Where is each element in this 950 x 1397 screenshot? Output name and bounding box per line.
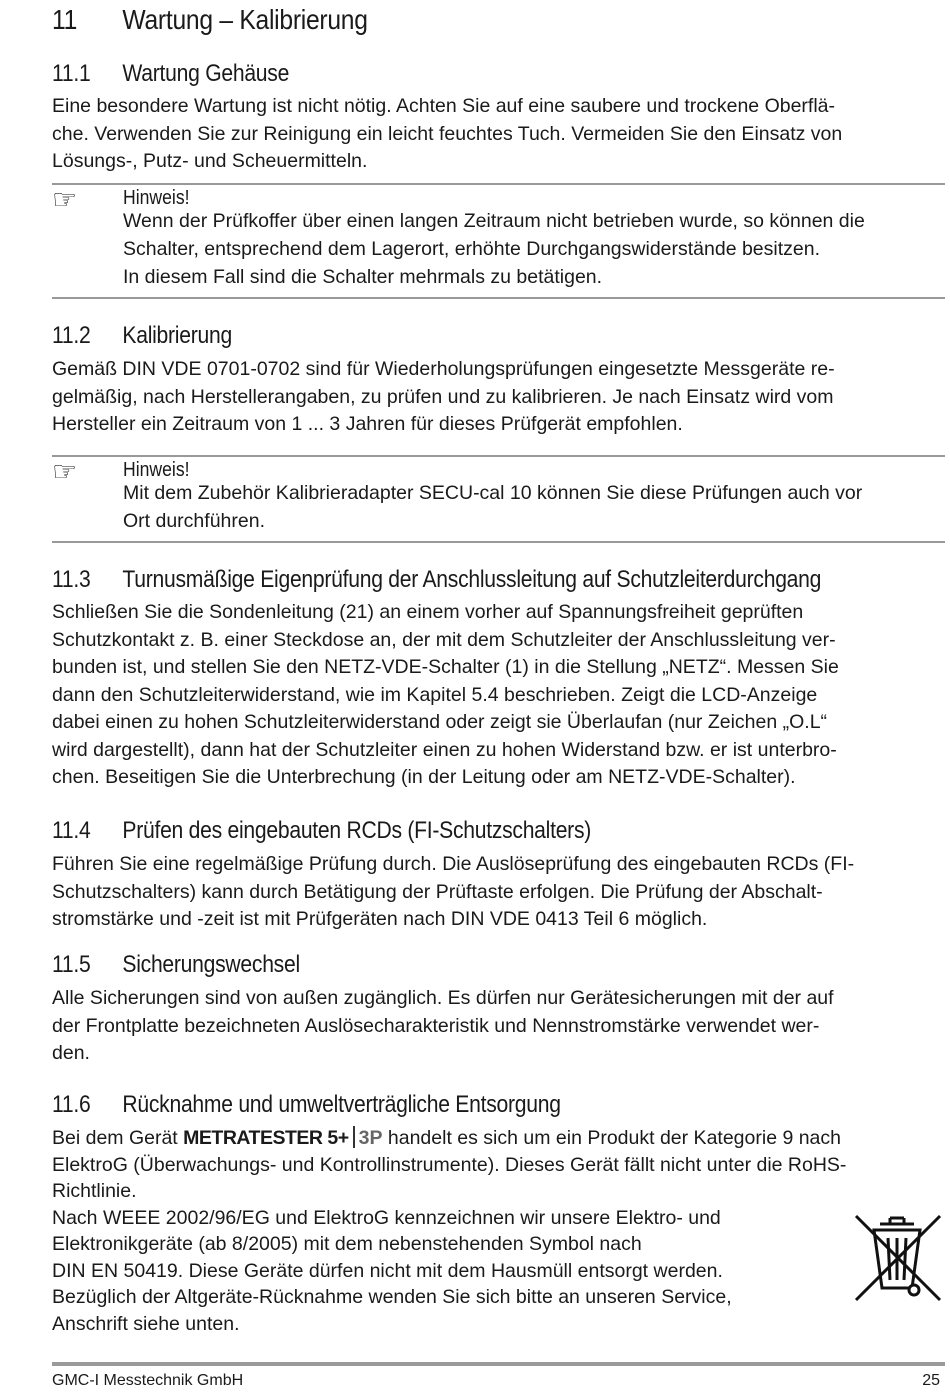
text-line: DIN EN 50419. Diese Geräte dürfen nicht mit dem Hausmüll entsorgt werden.	[52, 1259, 723, 1282]
note-text	[123, 207, 943, 291]
text-line: den.	[52, 1042, 90, 1064]
section-number: 11.2	[52, 322, 91, 349]
text-line: Lösungs-, Putz- und Scheuermitteln.	[52, 150, 368, 172]
section-title: Sicherungswechsel	[122, 951, 300, 978]
text-line: Schutzkontakt z. B. einer Steckdose an, der mit dem Schutzleiter der Anschlussleitung ver-	[52, 628, 836, 651]
text-line: Nach WEEE 2002/96/EG und ElektroG kennzeichnen wir unsere Elektro- und	[52, 1206, 721, 1229]
text-line: dann den Schutzleiterwiderstand, wie im Kapitel 5.4 beschrieben. Zeigt die LCD-Anzeige	[52, 683, 818, 706]
section-number: 11.1	[52, 60, 91, 87]
crossed-out-wheelie-bin-icon	[850, 1210, 946, 1306]
section-heading-11-6	[52, 1091, 561, 1119]
brand-separator	[353, 1126, 355, 1148]
paragraph-11-5	[52, 985, 945, 1068]
section-title: Kalibrierung	[122, 322, 232, 349]
section-title: Rücknahme und umweltverträgliche Entsorgung	[122, 1091, 561, 1118]
text-line: che. Verwenden Sie zur Reinigung ein leicht feuchtes Tuch. Vermeiden Sie den Einsatz von	[52, 122, 843, 145]
section-title: Prüfen des eingebauten RCDs (FI-Schutzschalters)	[122, 817, 592, 844]
section-number: 11.6	[52, 1091, 91, 1118]
intro-suffix: handelt es sich um ein Produkt der Kategorie 9 nach	[387, 1127, 841, 1149]
text-line: der Frontplatte bezeichneten Auslösecharakteristik und Nennstromstärke verwendet wer-	[52, 1014, 820, 1037]
text-line: Schutzschalters) kann durch Betätigung der Prüftaste erfolgen. Die Prüfung der Abschalt-	[52, 880, 823, 903]
pointing-hand-icon: ☞	[52, 456, 78, 487]
section-heading-11-4	[52, 817, 591, 845]
text-line: Hersteller ein Zeitraum von 1 ... 3 Jahren für dieses Prüfgerät empfohlen.	[52, 413, 683, 435]
text-line	[52, 1125, 945, 1152]
chapter-title: Wartung – Kalibrierung	[122, 4, 368, 35]
text-line: Eine besondere Wartung ist nicht nötig. Achten Sie auf eine saubere und trockene Oberflä-	[52, 95, 836, 117]
section-heading-11-3	[52, 566, 821, 594]
section-number: 11.4	[52, 817, 91, 844]
paragraph-11-4	[52, 851, 945, 934]
intro-prefix: Bei dem Gerät	[52, 1127, 178, 1149]
text-line: Gemäß DIN VDE 0701-0702 sind für Wiederholungsprüfungen eingesetzte Messgeräte re-	[52, 358, 835, 380]
text-line: Alle Sicherungen sind von außen zugänglich. Es dürfen nur Gerätesicherungen mit der auf	[52, 987, 834, 1009]
note-title: Hinweis!	[123, 459, 190, 481]
footer-divider	[52, 1362, 945, 1366]
text-line: bunden ist, und stellen Sie den NETZ-VDE-Schalter (1) in die Stellung „NETZ“. Messen Sie	[52, 656, 839, 678]
text-line: dabei einen zu hohen Schutzleiterwiderstand oder zeigt sie Überlaufan (nur Zeichen „O.L“	[52, 711, 828, 733]
note-box-2	[52, 455, 945, 543]
text-line: In diesem Fall sind die Schalter mehrmals zu betätigen.	[123, 266, 603, 288]
product-brand: METRATESTER 5+	[183, 1127, 349, 1149]
paragraph-11-3	[52, 599, 945, 792]
paragraph-11-6	[52, 1125, 945, 1337]
text-line: Elektronikgeräte (ab 8/2005) mit dem nebenstehenden Symbol nach	[52, 1233, 642, 1255]
page-number: 25	[922, 1372, 940, 1389]
paragraph-11-2	[52, 356, 945, 439]
section-heading-11-5	[52, 951, 300, 979]
text-line: Führen Sie eine regelmäßige Prüfung durch. Die Auslöseprüfung des eingebauten RCDs (FI-	[52, 853, 855, 875]
note-box-1	[52, 183, 945, 299]
note-text	[123, 479, 943, 535]
section-title: Turnusmäßige Eigenprüfung der Anschlussleitung auf Schutzleiterdurchgang	[122, 566, 822, 593]
text-line: Wenn der Prüfkoffer über einen langen Zeitraum nicht betrieben wurde, so können die	[123, 210, 865, 232]
pointing-hand-icon: ☞	[52, 184, 78, 215]
section-heading-11-1	[52, 60, 289, 88]
note-title: Hinweis!	[123, 187, 190, 209]
section-heading-11-2	[52, 322, 232, 350]
footer-company: GMC-I Messtechnik GmbH	[52, 1372, 244, 1389]
product-variant: 3P	[358, 1127, 383, 1149]
text-line: Mit dem Zubehör Kalibrieradapter SECU-cal 10 können Sie diese Prüfungen auch vor	[123, 482, 863, 504]
section-title: Wartung Gehäuse	[122, 60, 290, 87]
text-line: chen. Beseitigen Sie die Unterbrechung (in der Leitung oder am NETZ-VDE-Schalter).	[52, 766, 796, 788]
text-line: Bezüglich der Altgeräte-Rücknahme wenden Sie sich bitte an unseren Service,	[52, 1286, 732, 1308]
text-line: ElektroG (Überwachungs- und Kontrollinstrumente). Dieses Gerät fällt nicht unter die RoHS-	[52, 1153, 847, 1176]
text-line: wird dargestellt), dann hat der Schutzleiter einen zu hohen Widerstand bzw. er ist unterbro-	[52, 738, 837, 761]
section-number: 11.5	[52, 951, 91, 978]
section-number: 11.3	[52, 566, 91, 593]
text-line: Anschrift siehe unten.	[52, 1312, 240, 1335]
chapter-number: 11	[52, 4, 78, 35]
text-line: gelmäßig, nach Herstellerangaben, zu prüfen und zu kalibrieren. Je nach Einsatz wird vom	[52, 385, 834, 408]
text-line: Ort durchführen.	[123, 510, 265, 532]
chapter-heading	[52, 4, 368, 36]
text-line: stromstärke und -zeit ist mit Prüfgeräten nach DIN VDE 0413 Teil 6 möglich.	[52, 908, 708, 930]
text-line: Schalter, entsprechend dem Lagerort, erhöhte Durchgangswiderstände besitzen.	[123, 238, 821, 260]
text-line: Schließen Sie die Sondenleitung (21) an einem vorher auf Spannungsfreiheit geprüften	[52, 601, 804, 623]
paragraph-11-1	[52, 93, 945, 176]
text-line: Richtlinie.	[52, 1180, 137, 1202]
